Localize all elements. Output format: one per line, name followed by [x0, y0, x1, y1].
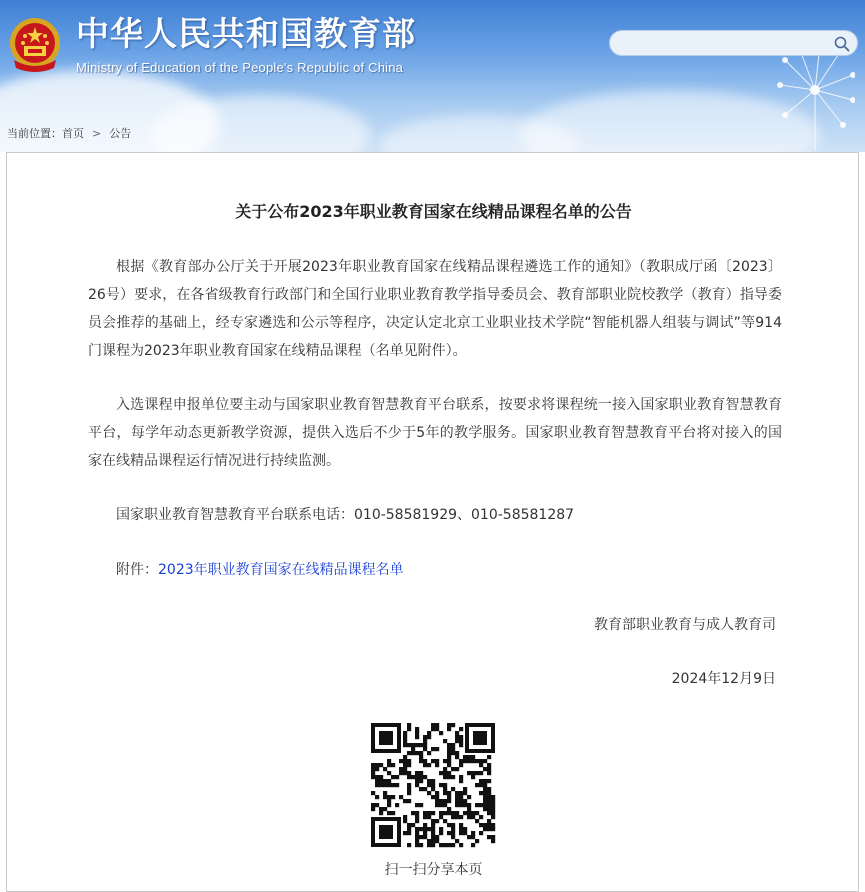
attachment-link[interactable]: 2023年职业教育国家在线精品课程名单 — [158, 562, 404, 578]
attachment-line — [88, 556, 782, 584]
search-icon[interactable] — [833, 35, 851, 53]
article-paragraph-2: 入选课程申报单位要主动与国家职业教育智慧教育平台联系，按要求将课程统一接入国家职业教育智慧教育平台，每学年动态更新教学资源，提供入选后不少于5年的教学服务。国家职业教育智慧教育平台将对接入的国家在线精品课程运行情况进行持续监测。 — [88, 397, 782, 469]
site-title: 中华人民共和国教育部 — [76, 14, 416, 53]
dandelion-icon — [765, 40, 855, 150]
issue-date: 2024年12月9日 — [671, 671, 776, 687]
article-container — [6, 152, 859, 892]
qr-caption: 扫一扫分享本页 — [384, 862, 483, 878]
national-emblem-icon — [8, 14, 62, 76]
attachment-label: 附件： — [116, 562, 158, 578]
breadcrumb-separator: > — [92, 127, 102, 140]
breadcrumb-home-link[interactable]: 首页 — [62, 127, 84, 140]
breadcrumb-current-link[interactable]: 公告 — [109, 127, 132, 140]
qr-code-icon — [369, 721, 497, 849]
article-title: 关于公布2023年职业教育国家在线精品课程名单的公告 — [235, 202, 632, 221]
contact-phone-text: 国家职业教育智慧教育平台联系电话：010-58581929、010-58581287 — [116, 507, 575, 523]
breadcrumb — [7, 125, 131, 141]
breadcrumb-prefix: 当前位置： — [7, 127, 62, 140]
search-input[interactable] — [620, 34, 824, 54]
issuer-signature: 教育部职业教育与成人教育司 — [594, 617, 776, 633]
article-paragraph-1: 根据《教育部办公厅关于开展2023年职业教育国家在线精品课程遴选工作的通知》（教职成厅函〔2023〕26号）要求，在各省级教育行政部门和全国行业职业教育教学指导委员会、教育部职业院校教学（教育）指导委员会推荐的基础上，经专家遴选和公示等程序，决定认定北京工业职业技术学院“智能机器人组装与调试”等914门课程为2023年职业教育国家在线精品课程（名单见附件）。 — [88, 259, 782, 359]
site-header — [0, 0, 865, 152]
site-subtitle: Ministry of Education of the People's Republic of China — [76, 60, 404, 75]
search-box — [609, 30, 858, 56]
